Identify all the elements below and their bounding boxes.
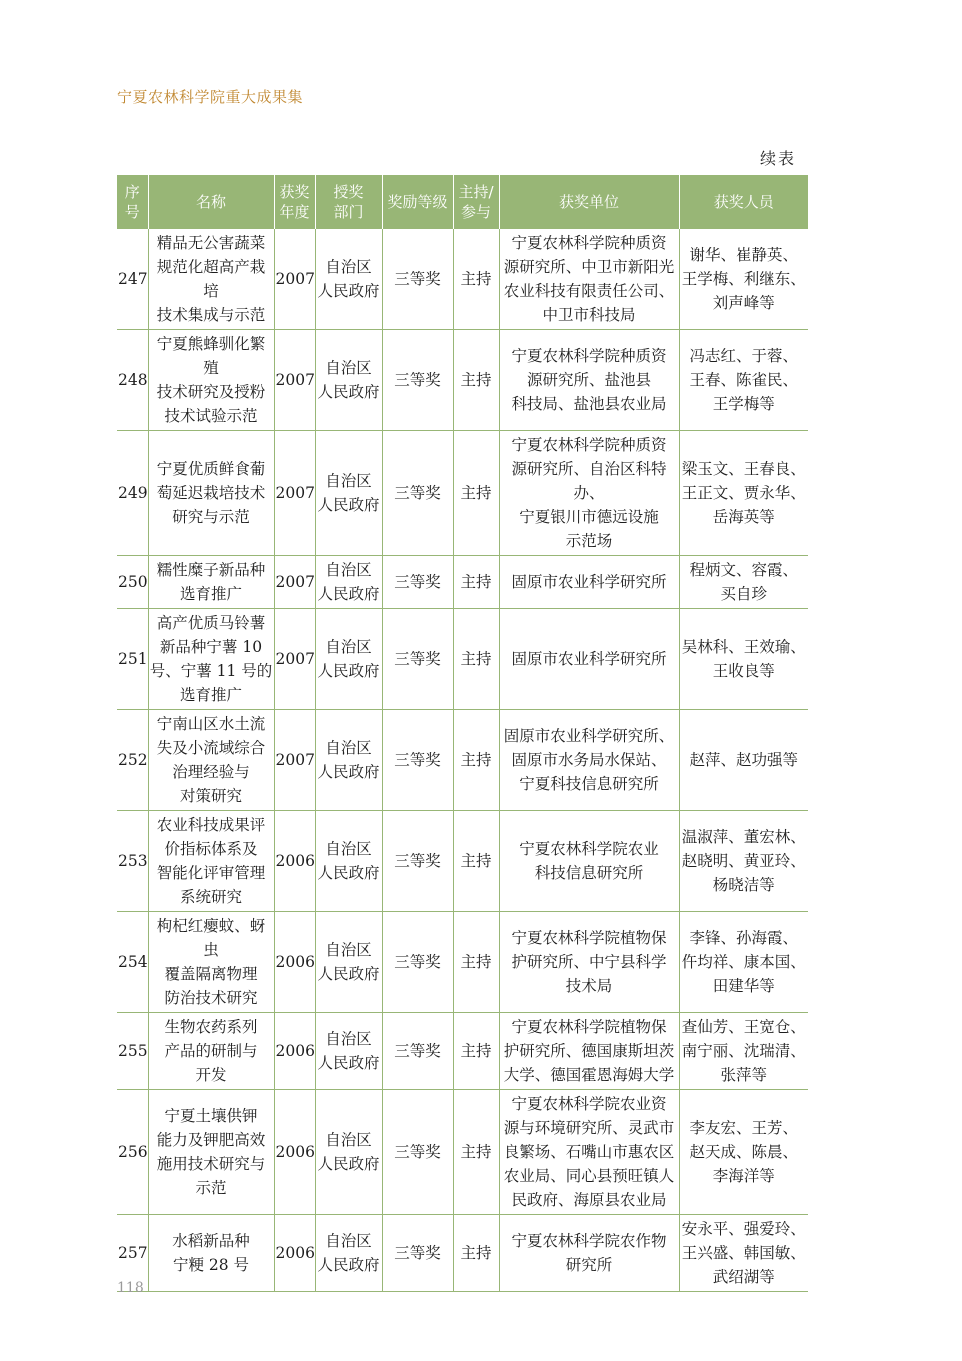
- cell-dept: 自治区 人民政府: [315, 229, 382, 330]
- cell-name: 枸杞红瘿蚊、蚜虫 覆盖隔离物理 防治技术研究: [148, 912, 274, 1013]
- cell-dept: 自治区 人民政府: [315, 912, 382, 1013]
- table-row: [117, 1090, 808, 1215]
- cell-role: 主持: [453, 431, 499, 556]
- cell-people: 冯志红、于蓉、 王春、陈雀民、 王学梅等: [679, 330, 808, 431]
- col-header-role: 主持/ 参与: [453, 175, 499, 229]
- cell-units: 固原市农业科学研究所: [499, 609, 679, 710]
- cell-no: 247: [117, 229, 148, 330]
- cell-grade: 三等奖: [382, 330, 453, 431]
- cell-year: 2007: [274, 330, 315, 431]
- cell-dept: 自治区 人民政府: [315, 710, 382, 811]
- table-row: [117, 710, 808, 811]
- cell-name: 水稻新品种 宁粳 28 号: [148, 1215, 274, 1292]
- cell-name: 农业科技成果评 价指标体系及 智能化评审管理 系统研究: [148, 811, 274, 912]
- cell-dept: 自治区 人民政府: [315, 330, 382, 431]
- cell-people: 吴林科、王效瑜、 王收良等: [679, 609, 808, 710]
- cell-year: 2006: [274, 1090, 315, 1215]
- cell-units: 宁夏农林科学院植物保 护研究所、德国康斯坦茨 大学、德国霍恩海姆大学: [499, 1013, 679, 1090]
- cell-people: 查仙芳、王宽仓、 南宁丽、沈瑞清、 张萍等: [679, 1013, 808, 1090]
- continued-label: 续表: [760, 149, 797, 168]
- cell-no: 251: [117, 609, 148, 710]
- cell-grade: 三等奖: [382, 1215, 453, 1292]
- cell-role: 主持: [453, 1215, 499, 1292]
- cell-no: 254: [117, 912, 148, 1013]
- cell-year: 2006: [274, 1013, 315, 1090]
- cell-name: 宁夏熊蜂驯化繁殖 技术研究及授粉 技术试验示范: [148, 330, 274, 431]
- cell-role: 主持: [453, 330, 499, 431]
- table-row: [117, 811, 808, 912]
- table-row: [117, 1013, 808, 1090]
- cell-year: 2006: [274, 912, 315, 1013]
- table-row: [117, 912, 808, 1013]
- cell-units: 宁夏农林科学院农业资 源与环境研究所、灵武市 良繁场、石嘴山市惠农区 农业局、同心县预旺镇人 民政府、海原县农业局: [499, 1090, 679, 1215]
- col-header-grade: 奖励等级: [382, 175, 453, 229]
- cell-dept: 自治区 人民政府: [315, 431, 382, 556]
- cell-people: 梁玉文、王春良、 王正文、贾永华、 岳海英等: [679, 431, 808, 556]
- table-body: [117, 229, 808, 1292]
- cell-name: 精品无公害蔬菜 规范化超高产栽培 技术集成与示范: [148, 229, 274, 330]
- cell-people: 程炳文、容霞、 买自珍: [679, 556, 808, 609]
- cell-no: 250: [117, 556, 148, 609]
- cell-no: 252: [117, 710, 148, 811]
- cell-grade: 三等奖: [382, 431, 453, 556]
- cell-people: 谢华、崔静英、 王学梅、利继东、 刘声峰等: [679, 229, 808, 330]
- table-header-row: [117, 175, 808, 229]
- cell-grade: 三等奖: [382, 1090, 453, 1215]
- cell-no: 253: [117, 811, 148, 912]
- cell-role: 主持: [453, 912, 499, 1013]
- cell-no: 257: [117, 1215, 148, 1292]
- cell-role: 主持: [453, 1013, 499, 1090]
- cell-grade: 三等奖: [382, 912, 453, 1013]
- cell-dept: 自治区 人民政府: [315, 1013, 382, 1090]
- col-header-units: 获奖单位: [499, 175, 679, 229]
- cell-year: 2007: [274, 710, 315, 811]
- awards-table: [117, 175, 808, 1292]
- cell-name: 宁南山区水土流 失及小流域综合 治理经验与 对策研究: [148, 710, 274, 811]
- cell-role: 主持: [453, 609, 499, 710]
- cell-role: 主持: [453, 229, 499, 330]
- cell-grade: 三等奖: [382, 556, 453, 609]
- running-header: 宁夏农林科学院重大成果集: [117, 88, 304, 106]
- col-header-dept: 授奖 部门: [315, 175, 382, 229]
- cell-units: 宁夏农林科学院种质资 源研究所、自治区科特办、 宁夏银川市德远设施 示范场: [499, 431, 679, 556]
- cell-units: 宁夏农林科学院种质资 源研究所、盐池县 科技局、盐池县农业局: [499, 330, 679, 431]
- cell-units: 宁夏农林科学院植物保 护研究所、中宁县科学 技术局: [499, 912, 679, 1013]
- cell-units: 固原市农业科学研究所: [499, 556, 679, 609]
- table-row: [117, 229, 808, 330]
- cell-people: 安永平、强爱玲、 王兴盛、韩国敏、 武绍湖等: [679, 1215, 808, 1292]
- col-header-name: 名称: [148, 175, 274, 229]
- cell-dept: 自治区 人民政府: [315, 556, 382, 609]
- table-row: [117, 556, 808, 609]
- cell-name: 宁夏优质鲜食葡 萄延迟栽培技术 研究与示范: [148, 431, 274, 556]
- cell-no: 256: [117, 1090, 148, 1215]
- cell-role: 主持: [453, 710, 499, 811]
- cell-year: 2006: [274, 811, 315, 912]
- table-row: [117, 609, 808, 710]
- cell-grade: 三等奖: [382, 1013, 453, 1090]
- cell-no: 249: [117, 431, 148, 556]
- cell-year: 2006: [274, 1215, 315, 1292]
- col-header-year: 获奖 年度: [274, 175, 315, 229]
- cell-grade: 三等奖: [382, 710, 453, 811]
- table-row: [117, 330, 808, 431]
- cell-people: 赵萍、赵功强等: [679, 710, 808, 811]
- cell-people: 温淑萍、董宏林、 赵晓明、黄亚玲、 杨晓洁等: [679, 811, 808, 912]
- cell-dept: 自治区 人民政府: [315, 609, 382, 710]
- cell-grade: 三等奖: [382, 609, 453, 710]
- cell-people: 李友宏、王芳、 赵天成、陈晨、 李海洋等: [679, 1090, 808, 1215]
- cell-year: 2007: [274, 556, 315, 609]
- cell-no: 255: [117, 1013, 148, 1090]
- cell-units: 宁夏农林科学院农业 科技信息研究所: [499, 811, 679, 912]
- cell-role: 主持: [453, 556, 499, 609]
- cell-role: 主持: [453, 811, 499, 912]
- cell-dept: 自治区 人民政府: [315, 811, 382, 912]
- table-row: [117, 1215, 808, 1292]
- cell-name: 宁夏土壤供钾 能力及钾肥高效 施用技术研究与 示范: [148, 1090, 274, 1215]
- cell-name: 糯性糜子新品种 选育推广: [148, 556, 274, 609]
- cell-people: 李锋、孙海霞、 仵均祥、康本国、 田建华等: [679, 912, 808, 1013]
- cell-year: 2007: [274, 229, 315, 330]
- cell-units: 宁夏农林科学院农作物 研究所: [499, 1215, 679, 1292]
- cell-grade: 三等奖: [382, 811, 453, 912]
- cell-year: 2007: [274, 609, 315, 710]
- cell-units: 宁夏农林科学院种质资 源研究所、中卫市新阳光 农业科技有限责任公司、 中卫市科技局: [499, 229, 679, 330]
- cell-grade: 三等奖: [382, 229, 453, 330]
- cell-name: 高产优质马铃薯 新品种宁薯 10 号、宁薯 11 号的 选育推广: [148, 609, 274, 710]
- cell-no: 248: [117, 330, 148, 431]
- col-header-people: 获奖人员: [679, 175, 808, 229]
- cell-role: 主持: [453, 1090, 499, 1215]
- page-number: 118: [117, 1280, 144, 1296]
- col-header-no: 序 号: [117, 175, 148, 229]
- cell-dept: 自治区 人民政府: [315, 1215, 382, 1292]
- cell-name: 生物农药系列 产品的研制与 开发: [148, 1013, 274, 1090]
- cell-dept: 自治区 人民政府: [315, 1090, 382, 1215]
- cell-units: 固原市农业科学研究所、 固原市水务局水保站、 宁夏科技信息研究所: [499, 710, 679, 811]
- cell-year: 2007: [274, 431, 315, 556]
- table-row: [117, 431, 808, 556]
